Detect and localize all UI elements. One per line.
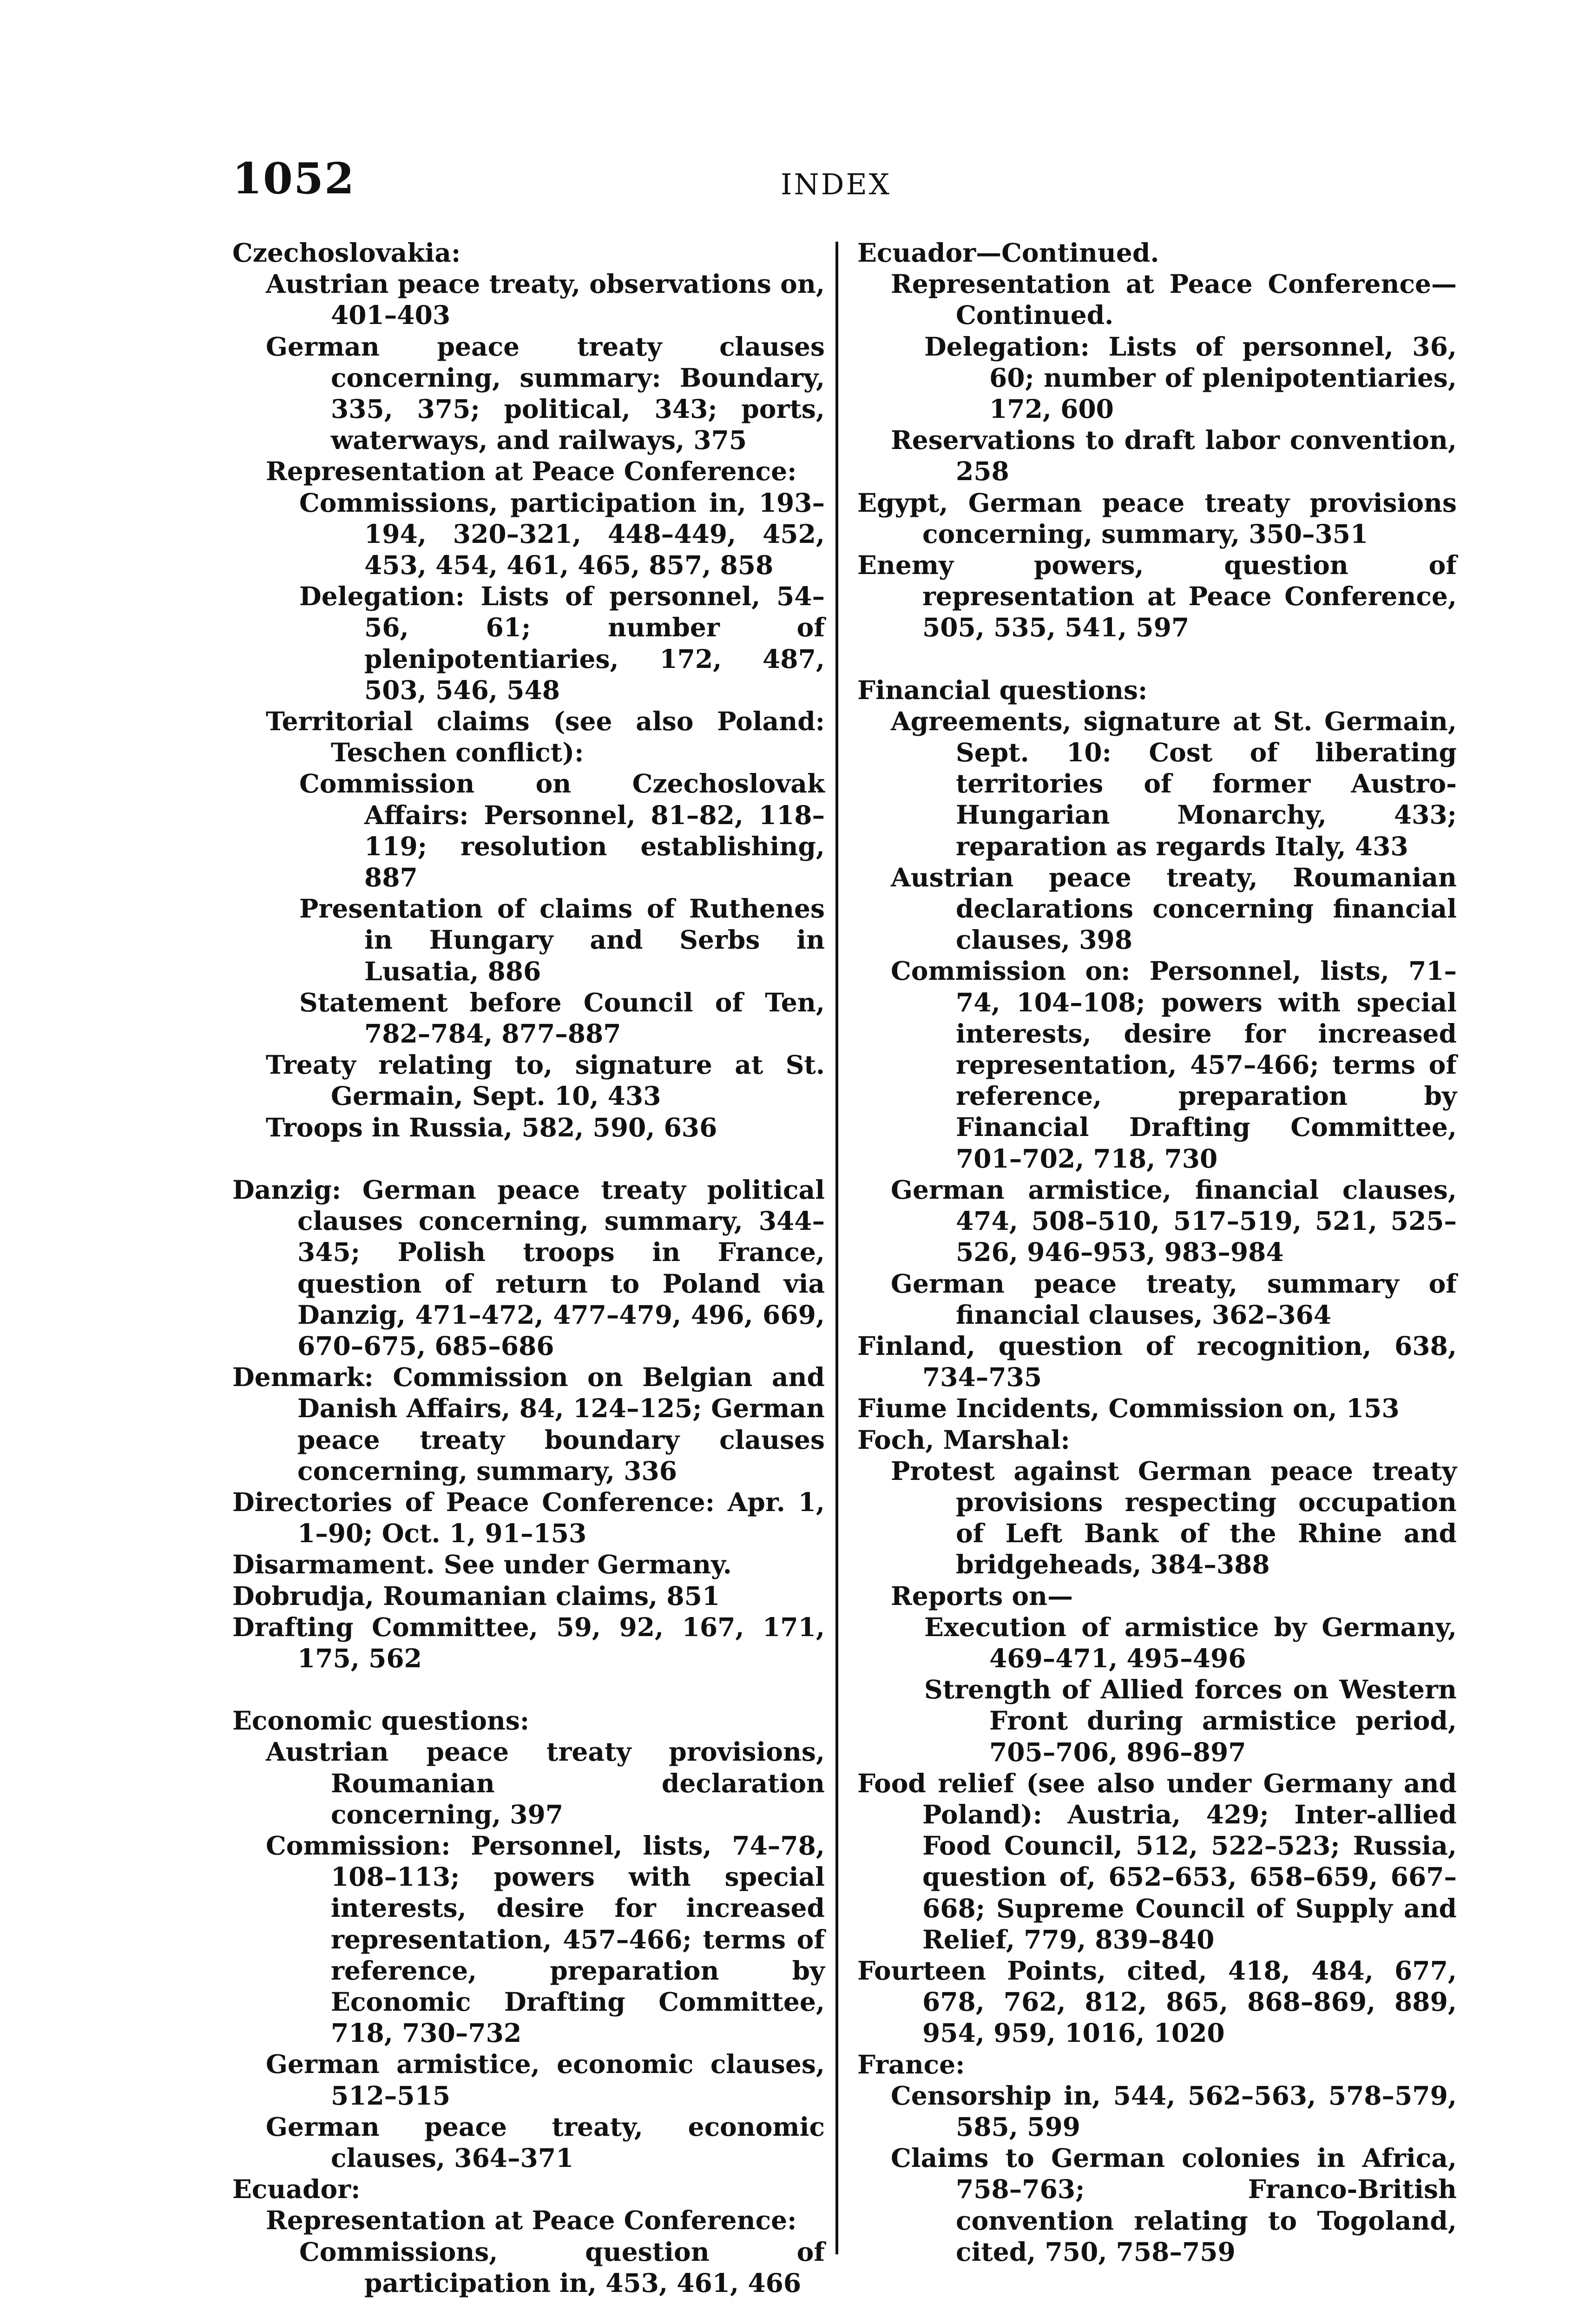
index-heading: Czechoslovakia: bbox=[232, 238, 461, 268]
index-subentry: Austrian peace treaty, observations on, 401–403 bbox=[266, 269, 825, 330]
index-heading: Finland, question of recognition, 638, 734–735 bbox=[857, 1330, 1457, 1393]
entry-gap bbox=[232, 1674, 825, 1705]
index-subentry: Presentation of claims of Ruthenes in Hungary and Serbs in Lusatia, 886 bbox=[299, 893, 825, 986]
index-heading: Egypt, German peace treaty provisions concerning, summary, 350–351 bbox=[857, 487, 1457, 549]
index-subentry: Delegation: Lists of personnel, 54–56, 61; number of plenipotentiaries, 172, 487, 503, 546, 548 bbox=[299, 581, 825, 705]
index-heading: Drafting Committee, 59, 92, 167, 171, 175, 562 bbox=[232, 1611, 825, 1673]
index-subentry: Treaty relating to, signature at St. Germain, Sept. 10, 433 bbox=[266, 1050, 825, 1111]
index-heading: Foch, Marshal: bbox=[857, 1424, 1070, 1455]
index-heading: Food relief (see also under Germany and Poland): Austria, 429; Inter-allied Food Council, 512, 522–523; Russia, question of, 652–653, 658–659, 667–668; Supreme Council of Supply and Relief, 779, 839–840 bbox=[857, 1768, 1457, 1954]
index-subentry: Commissions, question of participation in, 453, 461, 466 bbox=[299, 2236, 825, 2298]
index-heading: Fiume Incidents, Commission on, 153 bbox=[857, 1393, 1400, 1424]
index-subentry: German peace treaty, summary of financial clauses, 362–364 bbox=[891, 1268, 1457, 1330]
index-heading: Disarmament. See under Germany. bbox=[232, 1549, 732, 1580]
index-subentry: Representation at Peace Conference: bbox=[266, 2205, 797, 2236]
index-subentry: Austrian peace treaty, Roumanian declarations concerning financial clauses, 398 bbox=[891, 862, 1457, 955]
index-heading: Economic questions: bbox=[232, 1705, 530, 1736]
page-header bbox=[232, 153, 897, 205]
index-subentry: Reservations to draft labor convention, 258 bbox=[891, 425, 1457, 487]
index-subentry: Commission on Czechoslovak Affairs: Personnel, 81–82, 118–119; resolution establishing, 887 bbox=[299, 768, 825, 893]
running-head: INDEX bbox=[781, 167, 891, 201]
index-subentry: Execution of armistice by Germany, 469–471, 495–496 bbox=[924, 1611, 1457, 1673]
index-subentry: Reports on— bbox=[891, 1580, 1073, 1611]
index-subentry: Representation at Peace Conference—Continued. bbox=[891, 269, 1457, 330]
index-subentry: German armistice, financial clauses, 474, 508–510, 517–519, 521, 525–526, 946–953, 983–984 bbox=[891, 1174, 1457, 1268]
index-heading: Ecuador—Continued. bbox=[857, 238, 1159, 268]
index-subentry: German peace treaty clauses concerning, summary: Boundary, 335, 375; political, 343; ports, waterways, and railways, 375 bbox=[266, 331, 825, 456]
index-subentry: Protest against German peace treaty provisions respecting occupation of Left Bank of the Rhine and bridgeheads, 384–388 bbox=[891, 1455, 1457, 1580]
column-divider bbox=[835, 242, 838, 2254]
index-subentry: Representation at Peace Conference: bbox=[266, 456, 797, 487]
index-subentry: Commission on: Personnel, lists, 71–74, 104–108; powers with special interests, desire for increased representation, 457–466; terms of reference, preparation by Financial Drafting Committee, 701–702, 718, 730 bbox=[891, 956, 1457, 1174]
entry-gap bbox=[857, 643, 1457, 674]
index-heading: Directories of Peace Conference: Apr. 1, 1–90; Oct. 1, 91–153 bbox=[232, 1486, 825, 1549]
index-subentry: Censorship in, 544, 562–563, 578–579, 585, 599 bbox=[891, 2080, 1457, 2142]
index-heading: Fourteen Points, cited, 418, 484, 677, 678, 762, 812, 865, 868–869, 889, 954, 959, 1016, 1020 bbox=[857, 1955, 1457, 2048]
index-subentry: Territorial claims (see also Poland: Teschen conflict): bbox=[266, 706, 825, 768]
index-subentry: Agreements, signature at St. Germain, Sept. 10: Cost of liberating territories of former Austro-Hungarian Monarchy, 433; reparation as regards Italy, 433 bbox=[891, 706, 1457, 861]
entry-gap bbox=[232, 1143, 825, 1174]
index-subentry: Austrian peace treaty provisions, Roumanian declaration concerning, 397 bbox=[266, 1736, 825, 1829]
index-column-left bbox=[232, 237, 825, 2298]
index-subentry: Troops in Russia, 582, 590, 636 bbox=[266, 1112, 717, 1142]
index-heading: Dobrudja, Roumanian claims, 851 bbox=[232, 1580, 720, 1611]
index-subentry: Strength of Allied forces on Western Front during armistice period, 705–706, 896–897 bbox=[924, 1674, 1457, 1767]
index-heading: France: bbox=[857, 2049, 965, 2080]
index-column-right bbox=[857, 237, 1457, 2267]
index-subentry: German peace treaty, economic clauses, 364–371 bbox=[266, 2111, 825, 2173]
index-subentry: Statement before Council of Ten, 782–784, 877–887 bbox=[299, 987, 825, 1049]
index-heading: Ecuador: bbox=[232, 2174, 361, 2205]
index-heading: Denmark: Commission on Belgian and Danish Affairs, 84, 124–125; German peace treaty boundary clauses concerning, summary, 336 bbox=[232, 1362, 825, 1486]
index-heading: Enemy powers, question of representation at Peace Conference, 505, 535, 541, 597 bbox=[857, 550, 1457, 643]
index-subentry: Commission: Personnel, lists, 74–78, 108–113; powers with special interests, desire for increased representation, 457–466; terms of reference, preparation by Economic Drafting Committee, 718, 730–732 bbox=[266, 1830, 825, 2048]
index-subentry: Commissions, participation in, 193–194, 320–321, 448–449, 452, 453, 454, 461, 465, 857, 858 bbox=[299, 487, 825, 581]
index-heading: Financial questions: bbox=[857, 674, 1148, 705]
index-subentry: German armistice, economic clauses, 512–515 bbox=[266, 2049, 825, 2111]
index-heading: Danzig: German peace treaty political clauses concerning, summary, 344–345; Polish troops in France, question of return to Poland via Danzig, 471–472, 477–479, 496, 669, 670–675, 685–686 bbox=[232, 1174, 825, 1361]
index-subentry: Delegation: Lists of personnel, 36, 60; number of plenipotentiaries, 172, 600 bbox=[924, 331, 1457, 424]
page-number: 1052 bbox=[232, 153, 355, 204]
index-subentry: Claims to German colonies in Africa, 758–763; Franco-British convention relating to Togoland, cited, 750, 758–759 bbox=[891, 2143, 1457, 2267]
